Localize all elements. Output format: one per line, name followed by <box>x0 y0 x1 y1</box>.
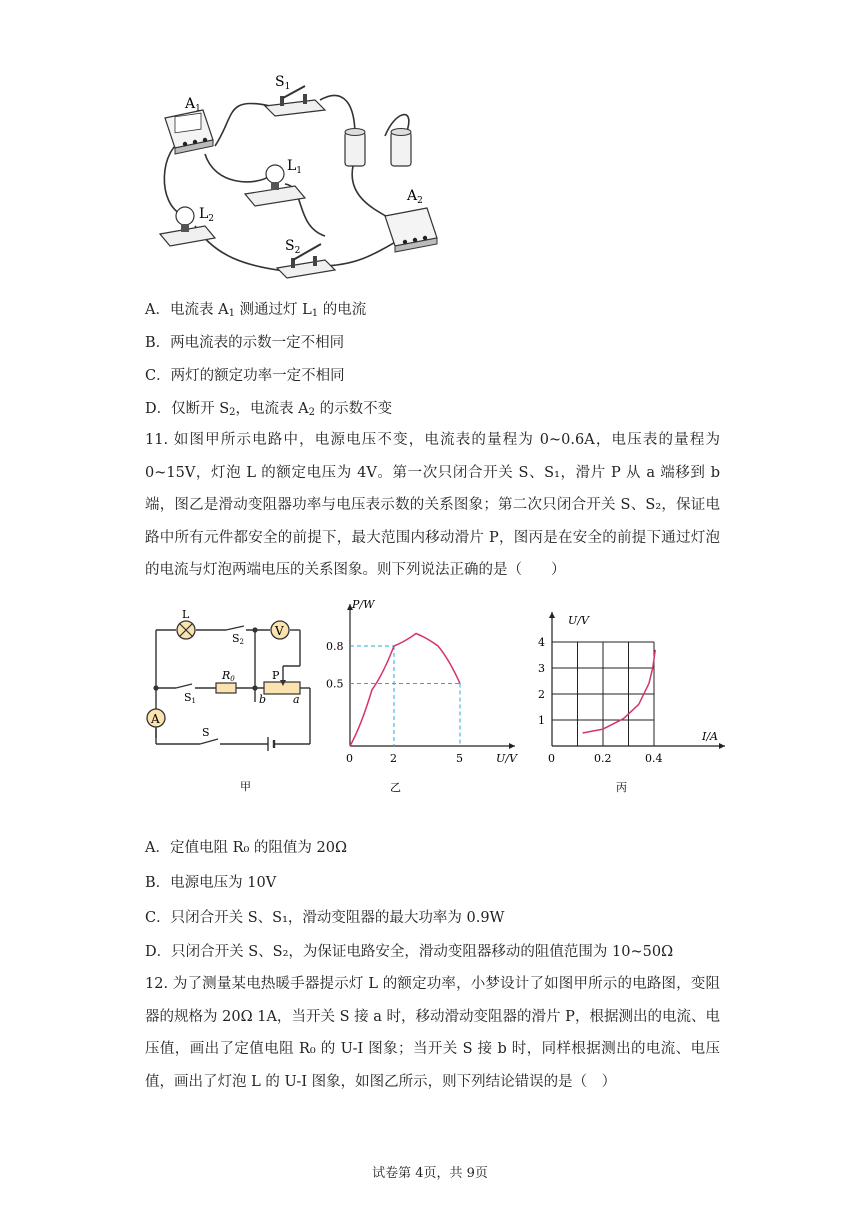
label-a1: $A_1$ <box>185 96 201 114</box>
ammeter-a1-icon <box>165 110 213 154</box>
battery-icon <box>345 129 411 167</box>
y-tick-label-1: 2 <box>538 688 545 701</box>
switch-s1-icon <box>265 86 325 116</box>
resistor-r0-icon <box>216 683 236 693</box>
label-s1: $S_1$ <box>275 74 291 92</box>
label-s2: $S_2$ <box>285 238 301 256</box>
y-axis-arrow <box>549 612 555 618</box>
caption-bing: 丙 <box>616 781 627 794</box>
figure-yi-chart <box>320 596 520 796</box>
label-a2: $A_2$ <box>407 188 423 206</box>
x-tick-label-0: 2 <box>390 752 397 765</box>
label-l2: $L_2$ <box>199 206 215 224</box>
q10-option-b: B．两电流表的示数一定不相同 <box>145 335 345 351</box>
q11-option-d: D．只闭合开关 S、S₂，为保证电路安全，滑动变阻器移动的阻值范围为 10~50Ω <box>145 944 674 960</box>
x-axis-label: I/A <box>702 730 718 743</box>
q10-option-a: A．电流表 $A_1$ 测通过灯 $L_1$ 的电流 <box>145 302 367 319</box>
q10-option-d: D．仅断开 $S_2$，电流表 $A_2$ 的示数不变 <box>145 401 393 418</box>
x-axis-label: U/V <box>496 752 517 765</box>
svg-text:S1: S1 <box>184 691 197 705</box>
origin-label: 0 <box>548 752 555 765</box>
x-axis-arrow <box>719 743 725 749</box>
x-axis-arrow <box>509 743 515 749</box>
x-tick-label-1: 5 <box>456 752 463 765</box>
ammeter-a2-icon <box>385 208 437 252</box>
y-axis-label: U/V <box>568 614 589 627</box>
x-tick-label-1: 0.4 <box>645 752 663 765</box>
y-tick-label-0: 0.8 <box>326 640 344 653</box>
svg-text:A: A <box>151 712 160 726</box>
svg-text:S: S <box>202 726 210 739</box>
q11-question-text: 11. 如图甲所示电路中，电源电压不变，电流表的量程为 0~0.6A，电压表的量程为 0~15V，灯泡 L 的额定电压为 4V。第一次只闭合开关 S、S₁，滑片 P 从 a 端移到 b 端，图乙是滑动变阻器功率与电压表示数的关系图象；第二次只闭合开关 S、S₂，保证电路中所有元件都安全的前提下，最大范围内移动滑片 P，图丙是在安全的前提下通过灯泡的电流与灯泡两端电压的关系图象。则下列说法正确的是（ ） <box>145 432 720 578</box>
q10-option-c: C．两灯的额定功率一定不相同 <box>145 368 345 384</box>
svg-text:b: b <box>259 693 267 706</box>
figure-bing-chart <box>530 606 730 796</box>
y-axis-label: P/W <box>352 598 375 611</box>
svg-text:a: a <box>293 693 300 706</box>
svg-text:R0: R0 <box>222 669 235 683</box>
svg-text:V: V <box>275 624 284 638</box>
label-l1: $L_1$ <box>287 158 303 176</box>
q12-question-text: 12. 为了测量某电热暖手器提示灯 L 的额定功率，小梦设计了如图甲所示的电路图，变阻器的规格为 20Ω 1A，当开关 S 接 a 时，移动滑动变阻器的滑片 P，根据测出的电流、电压值，画出了定值电阻 R₀ 的 U-I 图象；当开关 S 接 b 时，同样根据测出的电流、电压值，画出了灯泡 L 的 U-I 图象，如图乙所示，则下列结论错误的是（ ） <box>145 976 720 1090</box>
caption-yi: 乙 <box>390 781 401 794</box>
q11-option-a: A．定值电阻 R₀ 的阻值为 20Ω <box>145 840 348 856</box>
svg-text:L: L <box>182 608 190 621</box>
caption-jia: 甲 <box>240 780 251 793</box>
y-tick-label-2: 3 <box>538 662 545 675</box>
y-tick-label-1: 0.5 <box>326 677 344 691</box>
series-line <box>583 650 656 733</box>
y-tick-label-0: 1 <box>538 714 545 727</box>
svg-text:P: P <box>272 669 280 682</box>
q11-option-b: B．电源电压为 10V <box>145 875 277 891</box>
svg-text:S2: S2 <box>232 632 245 646</box>
y-tick-label-3: 4 <box>538 636 545 649</box>
circuit-diagram-q10 <box>145 66 475 286</box>
q11-option-c: C．只闭合开关 S、S₁，滑动变阻器的最大功率为 0.9W <box>145 910 505 926</box>
figure-jia-circuit <box>140 606 320 796</box>
page-footer: 试卷第 4页，共 9页 <box>372 1166 488 1181</box>
origin-label: 0 <box>346 752 353 765</box>
x-tick-label-0: 0.2 <box>594 752 612 765</box>
series-line <box>350 634 460 747</box>
